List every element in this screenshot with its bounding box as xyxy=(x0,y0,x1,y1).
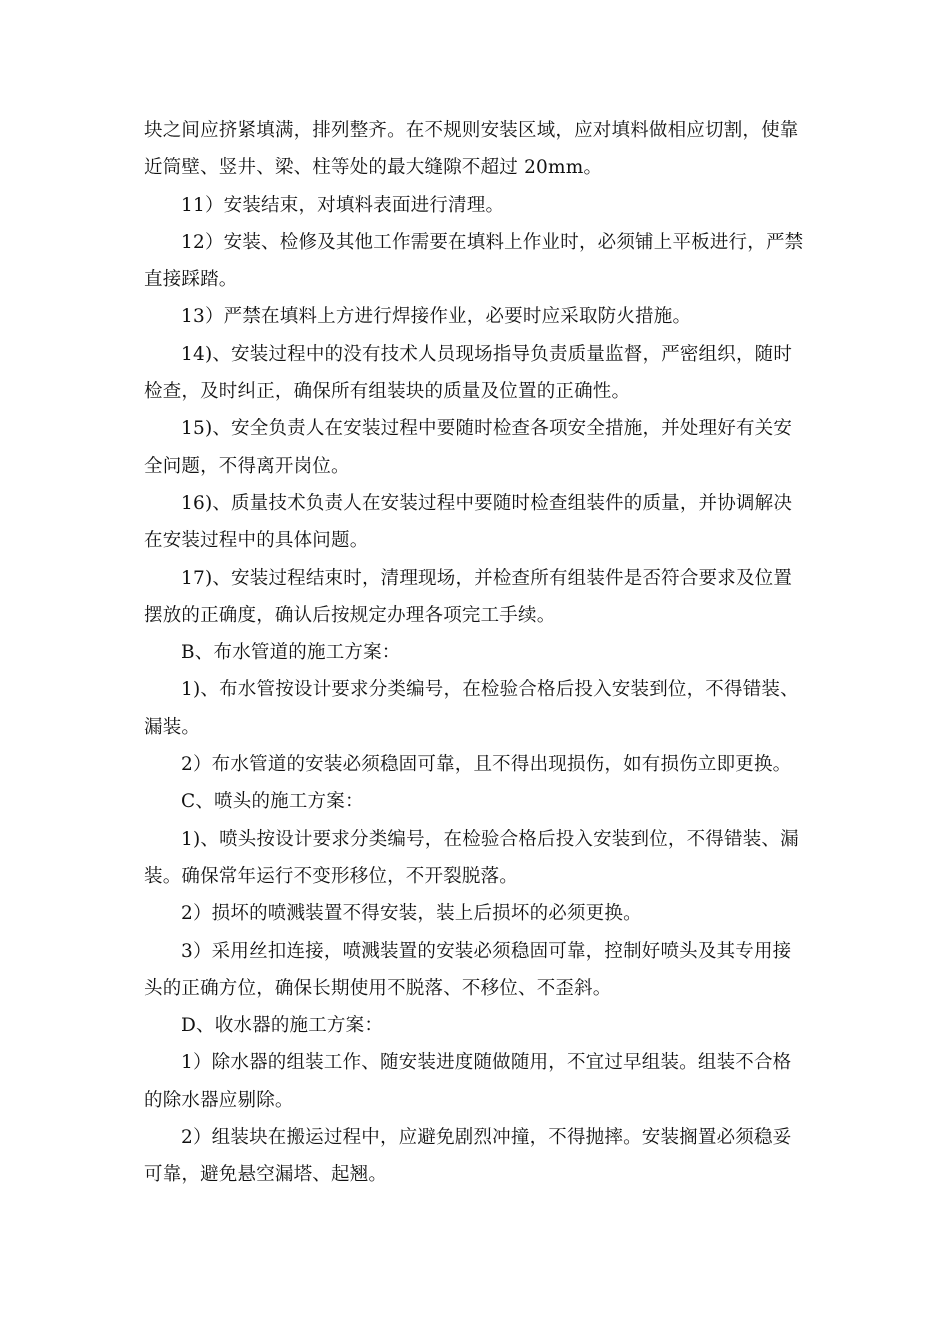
text-line: 17)、安装过程结束时，清理现场，并检查所有组装件是否符合要求及位置 xyxy=(181,567,793,589)
text-line: 装。确保常年运行不变形移位，不开裂脱落。 xyxy=(144,865,519,887)
text-line: 块之间应挤紧填满，排列整齐。在不规则安装区域，应对填料做相应切割，使靠 xyxy=(144,120,799,141)
section-heading: B、布水管道的施工方案： xyxy=(181,642,401,664)
text-line: 16)、质量技术负责人在安装过程中要随时检查组装件的质量，并协调解决 xyxy=(181,492,793,514)
section-heading: D、收水器的施工方案： xyxy=(181,1015,384,1037)
text-line: 在安装过程中的具体问题。 xyxy=(144,530,369,552)
text-line: 漏装。 xyxy=(144,716,201,738)
text-line: 3）采用丝扣连接，喷溅装置的安装必须稳固可靠，控制好喷头及其专用接 xyxy=(181,940,792,962)
text-line: 15)、安全负责人在安装过程中要随时检查各项安全措施，并处理好有关安 xyxy=(181,418,793,440)
text-line: 1)、布水管按设计要求分类编号，在检验合格后投入安装到位，不得错装、 xyxy=(181,679,799,701)
text-line: 近筒壁、竖井、梁、柱等处的最大缝隙不超过 20mm。 xyxy=(144,157,603,179)
text-line: 1)、喷头按设计要求分类编号，在检验合格后投入安装到位，不得错装、漏 xyxy=(181,828,799,850)
text-line: 11）安装结束，对填料表面进行清理。 xyxy=(181,194,505,216)
document-body xyxy=(144,112,814,1194)
text-line: 1）除水器的组装工作、随安装进度随做随用，不宜过早组装。组装不合格 xyxy=(181,1052,792,1074)
text-line: 2）布水管道的安装必须稳固可靠，且不得出现损伤，如有损伤立即更换。 xyxy=(181,754,792,776)
text-line: 可靠，避免悬空漏塔、起翘。 xyxy=(144,1164,388,1186)
text-line: 12）安装、检修及其他工作需要在填料上作业时，必须铺上平板进行，严禁 xyxy=(181,231,804,253)
text-line: 直接踩踏。 xyxy=(144,269,238,291)
text-line: 摆放的正确度，确认后按规定办理各项完工手续。 xyxy=(144,604,556,626)
text-line: 检查，及时纠正，确保所有组装块的质量及位置的正确性。 xyxy=(144,381,631,403)
text-line: 2）损坏的喷溅装置不得安装，装上后损坏的必须更换。 xyxy=(181,903,642,925)
text-line: 全问题，不得离开岗位。 xyxy=(144,455,350,477)
text-line: 2）组装块在搬运过程中，应避免剧烈冲撞，不得抛摔。安装搁置必须稳妥 xyxy=(181,1127,792,1149)
section-heading: C、喷头的施工方案： xyxy=(181,791,364,813)
text-line: 14)、安装过程中的没有技术人员现场指导负责质量监督，严密组织，随时 xyxy=(181,343,793,365)
text-line: 13）严禁在填料上方进行焊接作业，必要时应采取防火措施。 xyxy=(181,306,692,328)
text-line: 的除水器应剔除。 xyxy=(144,1089,294,1111)
text-line: 头的正确方位，确保长期使用不脱落、不移位、不歪斜。 xyxy=(144,977,612,999)
